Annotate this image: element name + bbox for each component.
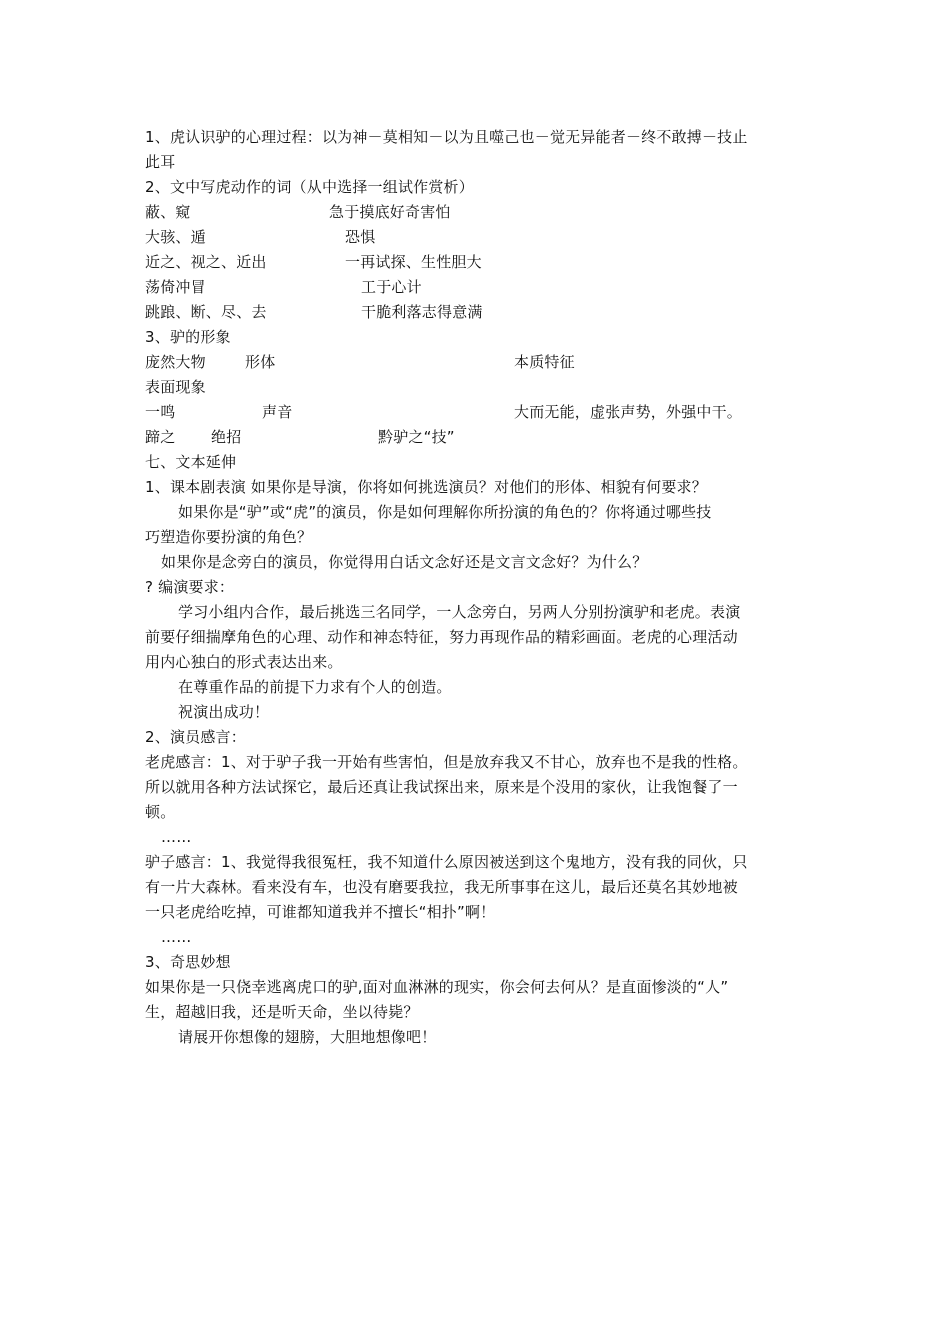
tiger-testimony-line: 顿。 [145, 803, 176, 821]
item1-line: 1、课本剧表演 如果你是导演，你将如何挑选演员？对他们的形体、相貌有何要求？ [145, 478, 707, 496]
donkey-image-cell: 庞然大物 [145, 353, 206, 371]
tiger-action-word: 跳踉、断、尽、去 [145, 303, 267, 321]
item1-line: 前要仔细揣摩角色的心理、动作和神态特征，努力再现作品的精彩画面。老虎的心理活动 [145, 628, 738, 646]
donkey-image-cell: 表面现象 [145, 378, 206, 396]
item3-line: 生，超越旧我，还是听天命，坐以待毙？ [145, 1003, 419, 1021]
donkey-image-cell: 大而无能，虚张声势，外强中干。 [514, 403, 743, 421]
sec1-line2: 此耳 [145, 153, 176, 171]
donkey-testimony-line: 一只老虎给吃掉，可谁都知道我并不擅长“相扑”啊！ [145, 903, 496, 921]
tiger-testimony-line: 老虎感言：1、对于驴子我一开始有些害怕，但是放弃我又不甘心，放弃也不是我的性格。 [145, 753, 748, 771]
donkey-image-cell: 蹄之 [145, 428, 176, 446]
tiger-action-meaning: 工于心计 [361, 278, 422, 296]
donkey-image-cell: 一鸣 [145, 403, 176, 421]
donkey-image-cell: 本质特征 [514, 353, 575, 371]
ellipsis: …… [161, 928, 192, 946]
tiger-action-meaning: 干脆利落志得意满 [361, 303, 483, 321]
ellipsis: …… [161, 828, 192, 846]
item1-line: 学习小组内合作，最后挑选三名同学，一人念旁白，另两人分别扮演驴和老虎。表演 [178, 603, 741, 621]
tiger-action-word: 荡倚冲冒 [145, 278, 206, 296]
item1-line: 在尊重作品的前提下力求有个人的创造。 [178, 678, 452, 696]
item1-line: 如果你是“驴”或“虎”的演员，你是如何理解你所扮演的角色的？你将通过哪些技 [178, 503, 712, 521]
item3-line: 如果你是一只侥幸逃离虎口的驴,面对血淋淋的现实，你会何去何从？是直面惨淡的“人” [145, 978, 729, 996]
donkey-image-cell: 形体 [245, 353, 276, 371]
sec1-line1: 1、虎认识驴的心理过程：以为神－莫相知－以为且噬己也－觉无异能者－终不敢搏－技止 [145, 128, 748, 146]
sec2-heading: 2、文中写虎动作的词（从中选择一组试作赏析） [145, 178, 474, 196]
tiger-action-word: 近之、视之、近出 [145, 253, 267, 271]
item3-heading: 3、奇思妙想 [145, 953, 231, 971]
donkey-image-cell: 声音 [262, 403, 293, 421]
tiger-action-word: 蔽、窥 [145, 203, 191, 221]
sec7-heading: 七、文本延伸 [145, 453, 237, 471]
item2-heading: 2、演员感言： [145, 728, 246, 746]
item1-line: 如果你是念旁白的演员，你觉得用白话文念好还是文言文念好？为什么？ [161, 553, 648, 571]
donkey-testimony-line: 有一片大森林。看来没有车，也没有磨要我拉，我无所事事在这儿，最后还莫名其妙地被 [145, 878, 738, 896]
item1-line: 祝演出成功！ [178, 703, 270, 721]
tiger-action-meaning: 恐惧 [345, 228, 376, 246]
sec3-heading: 3、驴的形象 [145, 328, 231, 346]
item1-line: 巧塑造你要扮演的角色？ [145, 528, 313, 546]
donkey-image-cell: 绝招 [211, 428, 242, 446]
item3-line: 请展开你想像的翅膀，大胆地想像吧！ [178, 1028, 437, 1046]
item1-line: ? 编演要求： [145, 578, 235, 596]
tiger-action-word: 大骇、遁 [145, 228, 206, 246]
donkey-image-cell: 黔驴之“技” [378, 428, 455, 446]
tiger-action-meaning: 一再试探、生性胆大 [345, 253, 482, 271]
tiger-testimony-line: 所以就用各种方法试探它，最后还真让我试探出来，原来是个没用的家伙，让我饱餐了一 [145, 778, 738, 796]
item1-line: 用内心独白的形式表达出来。 [145, 653, 343, 671]
donkey-testimony-line: 驴子感言：1、我觉得我很冤枉，我不知道什么原因被送到这个鬼地方，没有我的同伙，只 [145, 853, 748, 871]
tiger-action-meaning: 急于摸底好奇害怕 [329, 203, 451, 221]
